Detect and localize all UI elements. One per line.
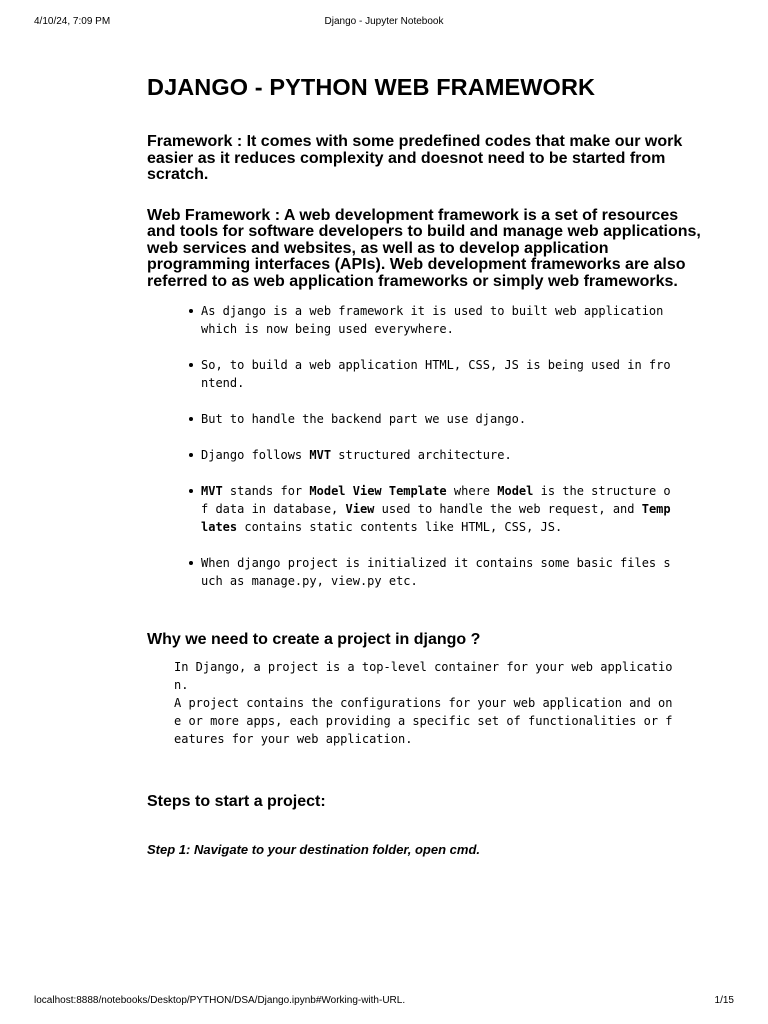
steps-heading: Steps to start a project: [147, 793, 326, 810]
notebook-content [147, 70, 727, 857]
print-page-title: Django - Jupyter Notebook [324, 16, 444, 27]
django-bullet-list [147, 302, 727, 590]
text-segment: Django follows [201, 448, 310, 462]
bold-term: Model View Template [309, 484, 447, 498]
bold-term: View [345, 502, 375, 516]
text-line: A project contains the configurations for your web application and one or more apps, each providing a specific set of functionalities or features for your web application. [174, 696, 673, 746]
list-item [201, 482, 673, 536]
text-segment: structured architecture. [331, 448, 512, 462]
list-item [201, 446, 673, 464]
print-datetime: 4/10/24, 7:09 PM [34, 16, 111, 27]
list-item: As django is a web framework it is used to built web application which is now being used everywhere. [201, 302, 673, 338]
text-segment: where [446, 484, 498, 498]
framework-definition: Framework : It comes with some predefined codes that make our work easier as it reduces complexity and doesnot need to be started from scratch. [147, 133, 683, 183]
why-project-text [174, 658, 674, 748]
print-url: localhost:8888/notebooks/Desktop/PYTHON/DSA/Django.ipynb#Working-with-URL. [34, 995, 406, 1006]
text-segment: stands for [222, 484, 310, 498]
text-segment: used to handle the web request, and [374, 502, 642, 516]
why-project-heading: Why we need to create a project in django ? [147, 631, 481, 648]
bold-term: MVT [201, 484, 223, 498]
list-item: So, to build a web application HTML, CSS, JS is being used in frontend. [201, 356, 673, 392]
list-item: But to handle the backend part we use django. [201, 410, 673, 428]
text-segment: contains static contents like HTML, CSS, JS. [237, 520, 563, 534]
bold-term: Model [497, 484, 534, 498]
step-1: Step 1: Navigate to your destination folder, open cmd. [147, 842, 480, 857]
bold-term: MVT [309, 448, 332, 462]
web-framework-definition: Web Framework : A web development framework is a set of resources and tools for software developers to build and manage web applications, web services and websites, as well as to develop application programming interfaces (APIs). Web development frameworks are also referred to as web application frameworks or simply web frameworks. [147, 206, 701, 290]
text-line: In Django, a project is a top-level container for your web application. [174, 660, 673, 692]
text-segment: is the structure of data in database, [201, 484, 671, 516]
bold-term: Templates [201, 502, 671, 534]
list-item: When django project is initialized it contains some basic files such as manage.py, view.py etc. [201, 554, 673, 590]
page-title: DJANGO - PYTHON WEB FRAMEWORK [147, 74, 596, 100]
print-page-number: 1/15 [714, 995, 734, 1006]
